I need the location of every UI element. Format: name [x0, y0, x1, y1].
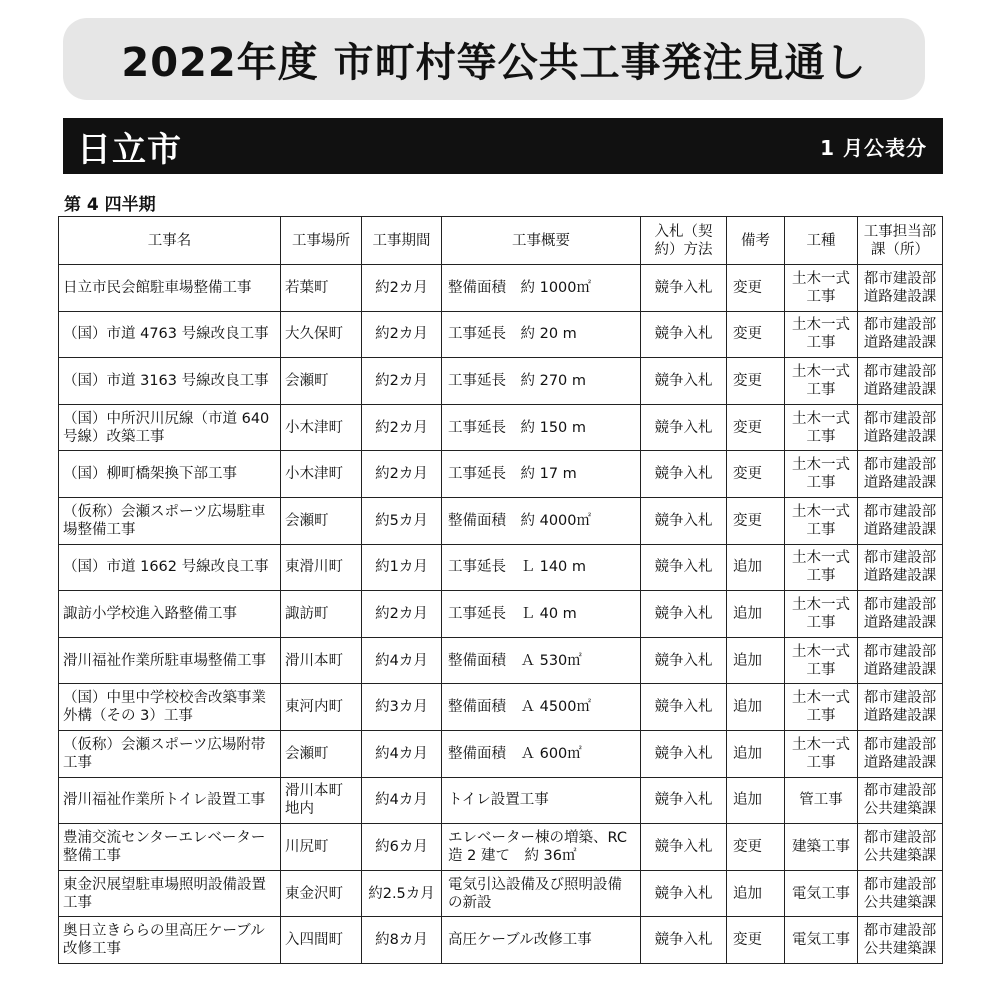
cell-place: 会瀬町 — [281, 730, 362, 777]
cell-name: （仮称）会瀬スポーツ広場附帯工事 — [59, 730, 281, 777]
cell-type: 土木一式工事 — [785, 637, 858, 684]
cell-note: 変更 — [727, 404, 785, 451]
title-banner — [63, 18, 925, 100]
cell-method: 競争入札 — [641, 404, 727, 451]
table-row — [59, 777, 943, 824]
table-header-row — [59, 217, 943, 265]
cell-name: 諏訪小学校進入路整備工事 — [59, 591, 281, 638]
table-row — [59, 917, 943, 964]
cell-dept: 都市建設部公共建築課 — [858, 777, 943, 824]
cell-period: 約2カ月 — [362, 404, 442, 451]
cell-method: 競争入札 — [641, 777, 727, 824]
cell-type: 土木一式工事 — [785, 358, 858, 405]
cell-place: 入四間町 — [281, 917, 362, 964]
cell-note: 追加 — [727, 684, 785, 731]
city-name: 日立市 — [77, 129, 182, 170]
cell-name: （国）市道 1662 号線改良工事 — [59, 544, 281, 591]
cell-summary: 整備面積 約 4000㎡ — [442, 497, 641, 544]
cell-summary: 工事延長 Ｌ 140 m — [442, 544, 641, 591]
cell-note: 追加 — [727, 870, 785, 917]
table-row — [59, 451, 943, 498]
cell-name: （国）柳町橋架換下部工事 — [59, 451, 281, 498]
cell-method: 競争入札 — [641, 544, 727, 591]
works-table — [58, 216, 943, 964]
cell-period: 約2カ月 — [362, 311, 442, 358]
cell-dept: 都市建設部道路建設課 — [858, 265, 943, 312]
cell-place: 諏訪町 — [281, 591, 362, 638]
cell-type: 電気工事 — [785, 917, 858, 964]
cell-place: 若葉町 — [281, 265, 362, 312]
cell-period: 約2カ月 — [362, 358, 442, 405]
cell-note: 追加 — [727, 730, 785, 777]
cell-summary: 工事延長 Ｌ 40 m — [442, 591, 641, 638]
cell-dept: 都市建設部道路建設課 — [858, 451, 943, 498]
table-row — [59, 824, 943, 871]
cell-method: 競争入札 — [641, 684, 727, 731]
cell-dept: 都市建設部道路建設課 — [858, 404, 943, 451]
cell-name: （国）中所沢川尻線（市道 640 号線）改築工事 — [59, 404, 281, 451]
cell-place: 東滑川町 — [281, 544, 362, 591]
cell-type: 土木一式工事 — [785, 544, 858, 591]
cell-place: 小木津町 — [281, 404, 362, 451]
cell-summary: 整備面積 Ａ 4500㎡ — [442, 684, 641, 731]
cell-name: 奥日立きららの里高圧ケーブル改修工事 — [59, 917, 281, 964]
cell-note: 変更 — [727, 265, 785, 312]
cell-place: 会瀬町 — [281, 358, 362, 405]
cell-note: 変更 — [727, 451, 785, 498]
table-row — [59, 404, 943, 451]
cell-name: 日立市民会館駐車場整備工事 — [59, 265, 281, 312]
cell-method: 競争入札 — [641, 497, 727, 544]
cell-summary: 高圧ケーブル改修工事 — [442, 917, 641, 964]
cell-dept: 都市建設部道路建設課 — [858, 637, 943, 684]
header-note: 備考 — [727, 217, 785, 265]
cell-dept: 都市建設部公共建築課 — [858, 870, 943, 917]
cell-period: 約2.5カ月 — [362, 870, 442, 917]
cell-summary: 整備面積 Ａ 600㎡ — [442, 730, 641, 777]
cell-note: 変更 — [727, 917, 785, 964]
cell-period: 約4カ月 — [362, 730, 442, 777]
cell-note: 追加 — [727, 637, 785, 684]
cell-summary: 工事延長 約 17 m — [442, 451, 641, 498]
cell-name: （仮称）会瀬スポーツ広場駐車場整備工事 — [59, 497, 281, 544]
cell-type: 建築工事 — [785, 824, 858, 871]
cell-summary: トイレ設置工事 — [442, 777, 641, 824]
header-type: 工種 — [785, 217, 858, 265]
header-period: 工事期間 — [362, 217, 442, 265]
cell-dept: 都市建設部道路建設課 — [858, 544, 943, 591]
cell-method: 競争入札 — [641, 358, 727, 405]
cell-name: 豊浦交流センターエレベーター整備工事 — [59, 824, 281, 871]
table-row — [59, 311, 943, 358]
cell-dept: 都市建設部道路建設課 — [858, 311, 943, 358]
cell-summary: 整備面積 Ａ 530㎡ — [442, 637, 641, 684]
cell-note: 変更 — [727, 497, 785, 544]
cell-method: 競争入札 — [641, 824, 727, 871]
table-row — [59, 591, 943, 638]
cell-type: 土木一式工事 — [785, 265, 858, 312]
cell-type: 土木一式工事 — [785, 497, 858, 544]
header-summary: 工事概要 — [442, 217, 641, 265]
cell-summary: 工事延長 約 270 m — [442, 358, 641, 405]
cell-name: 滑川福祉作業所駐車場整備工事 — [59, 637, 281, 684]
city-header-bar — [63, 118, 943, 174]
cell-note: 変更 — [727, 358, 785, 405]
table-row — [59, 497, 943, 544]
cell-method: 競争入札 — [641, 451, 727, 498]
page-title: 2022年度 市町村等公共工事発注見通し — [121, 39, 867, 86]
cell-period: 約8カ月 — [362, 917, 442, 964]
cell-method: 競争入札 — [641, 591, 727, 638]
publication-label: 1 月公表分 — [820, 135, 927, 160]
cell-summary: 整備面積 約 1000㎡ — [442, 265, 641, 312]
cell-method: 競争入札 — [641, 730, 727, 777]
table-row — [59, 684, 943, 731]
cell-type: 土木一式工事 — [785, 730, 858, 777]
header-method: 入札（契約）方法 — [641, 217, 727, 265]
cell-note: 追加 — [727, 591, 785, 638]
cell-period: 約4カ月 — [362, 777, 442, 824]
cell-note: 変更 — [727, 311, 785, 358]
cell-name: （国）市道 3163 号線改良工事 — [59, 358, 281, 405]
cell-type: 電気工事 — [785, 870, 858, 917]
cell-place: 会瀬町 — [281, 497, 362, 544]
table-row — [59, 730, 943, 777]
cell-method: 競争入札 — [641, 311, 727, 358]
cell-place: 川尻町 — [281, 824, 362, 871]
cell-name: 東金沢展望駐車場照明設備設置工事 — [59, 870, 281, 917]
cell-summary: 工事延長 約 20 m — [442, 311, 641, 358]
cell-period: 約1カ月 — [362, 544, 442, 591]
cell-note: 追加 — [727, 544, 785, 591]
cell-type: 土木一式工事 — [785, 451, 858, 498]
cell-place: 滑川本町地内 — [281, 777, 362, 824]
cell-type: 土木一式工事 — [785, 684, 858, 731]
cell-type: 土木一式工事 — [785, 311, 858, 358]
cell-period: 約4カ月 — [362, 637, 442, 684]
cell-name: （国）市道 4763 号線改良工事 — [59, 311, 281, 358]
cell-period: 約2カ月 — [362, 265, 442, 312]
table-row — [59, 870, 943, 917]
cell-dept: 都市建設部道路建設課 — [858, 591, 943, 638]
cell-type: 土木一式工事 — [785, 404, 858, 451]
cell-place: 小木津町 — [281, 451, 362, 498]
cell-place: 滑川本町 — [281, 637, 362, 684]
table-row — [59, 265, 943, 312]
cell-period: 約2カ月 — [362, 451, 442, 498]
cell-summary: 工事延長 約 150 m — [442, 404, 641, 451]
cell-dept: 都市建設部道路建設課 — [858, 497, 943, 544]
quarter-label: 第 4 四半期 — [64, 195, 156, 215]
table-row — [59, 637, 943, 684]
header-place: 工事場所 — [281, 217, 362, 265]
cell-type: 土木一式工事 — [785, 591, 858, 638]
table-row — [59, 358, 943, 405]
header-name: 工事名 — [59, 217, 281, 265]
cell-method: 競争入札 — [641, 265, 727, 312]
cell-name: 滑川福祉作業所トイレ設置工事 — [59, 777, 281, 824]
header-dept: 工事担当部課（所） — [858, 217, 943, 265]
cell-type: 管工事 — [785, 777, 858, 824]
cell-dept: 都市建設部道路建設課 — [858, 684, 943, 731]
cell-period: 約2カ月 — [362, 591, 442, 638]
cell-dept: 都市建設部道路建設課 — [858, 358, 943, 405]
cell-place: 大久保町 — [281, 311, 362, 358]
cell-dept: 都市建設部公共建築課 — [858, 917, 943, 964]
cell-place: 東金沢町 — [281, 870, 362, 917]
cell-note: 変更 — [727, 824, 785, 871]
cell-period: 約5カ月 — [362, 497, 442, 544]
cell-summary: エレベーター棟の増築、RC 造 2 建て 約 36㎡ — [442, 824, 641, 871]
cell-period: 約3カ月 — [362, 684, 442, 731]
cell-period: 約6カ月 — [362, 824, 442, 871]
cell-dept: 都市建設部道路建設課 — [858, 730, 943, 777]
table-row — [59, 544, 943, 591]
cell-method: 競争入札 — [641, 917, 727, 964]
cell-place: 東河内町 — [281, 684, 362, 731]
cell-method: 競争入札 — [641, 870, 727, 917]
cell-note: 追加 — [727, 777, 785, 824]
cell-dept: 都市建設部公共建築課 — [858, 824, 943, 871]
cell-method: 競争入札 — [641, 637, 727, 684]
cell-name: （国）中里中学校校舎改築事業外構（その 3）工事 — [59, 684, 281, 731]
cell-summary: 電気引込設備及び照明設備の新設 — [442, 870, 641, 917]
